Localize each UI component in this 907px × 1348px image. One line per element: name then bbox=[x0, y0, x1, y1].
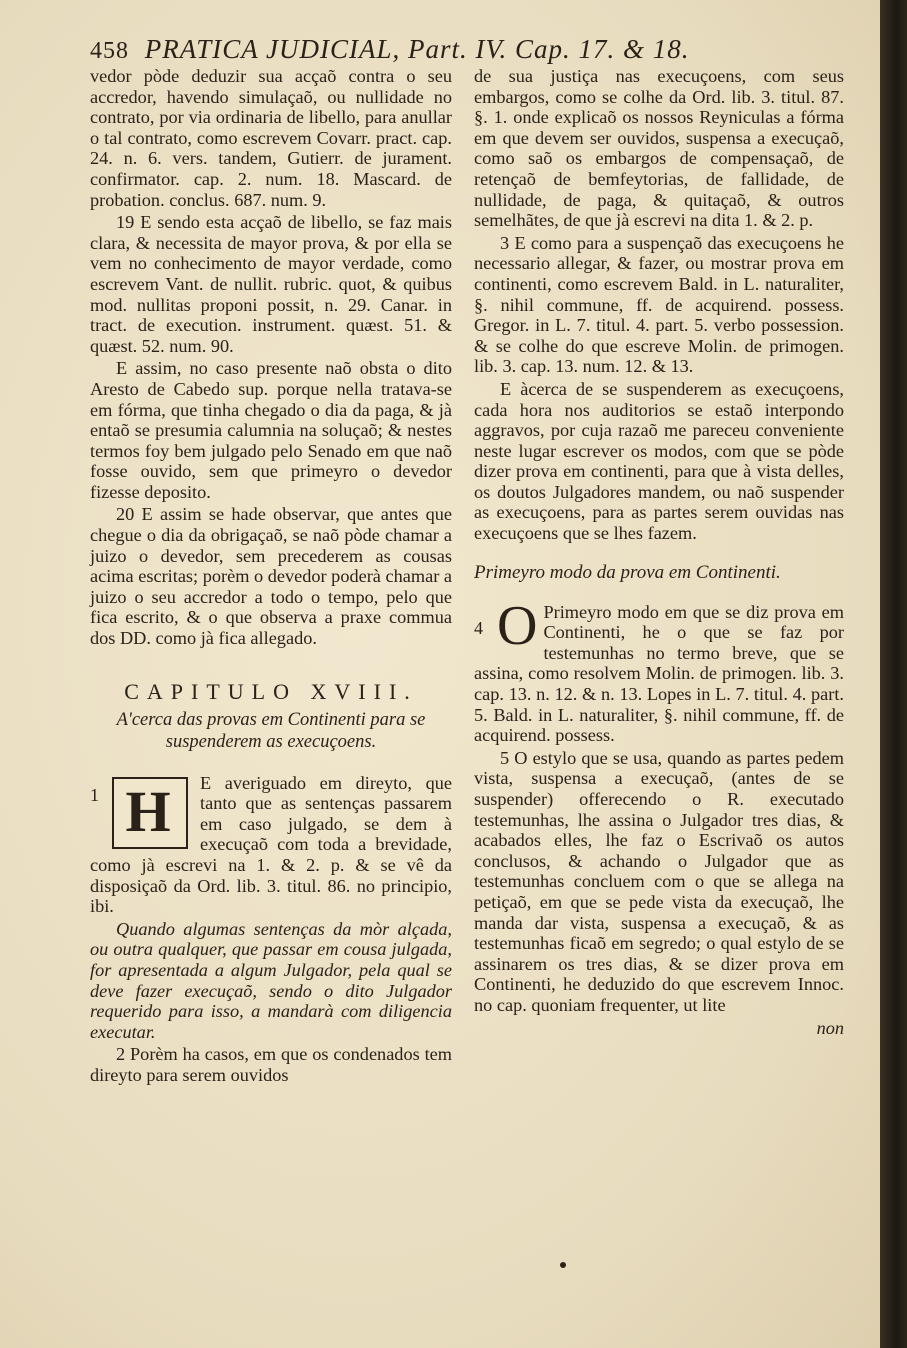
catchword: non bbox=[816, 1017, 844, 1038]
left-column bbox=[90, 66, 452, 1086]
ornamental-initial bbox=[90, 777, 188, 849]
page-header bbox=[90, 34, 850, 70]
paragraph: E averiguado em direyto, que tanto que as sentenças passarem em caso julgado, se dem à execuçaõ com toda a brevidade, como jà escrevi na 1. & 2. p. & se vê da disposiçaõ da Ord. lib. 3. titul. 86. no principio, ibi. bbox=[90, 772, 452, 917]
paragraph: de sua justiça nas execuçoens, com seus embargos, como se colhe da Ord. lib. 3. titul. 87. §. 1. onde explicaõ os nossos Reyniculas a fórma em que devem ser ouvidos, suspensa a execuçaõ, como saõ os embargos de compensaçaõ, de retençaõ de bemfeytorias, de fallidade, de nullidade, de paga, & quitaçaõ, & outros semelhãtes, de que jà escrevi na dita 1. & 2. p. bbox=[474, 66, 844, 231]
paragraph: 3 E como para a suspençaõ das execuçoens he necessario allegar, & fazer, ou mostrar prova em continenti, como escrevem Bald. in L. naturaliter, §. nihil commune, ff. de acquirend. possess. Gregor. in L. 7. titul. 4. part. 5. verbo possession. & se colhe do que escreve Molin. de primogen. lib. 3. cap. 13. num. 12. & 13. bbox=[474, 232, 844, 377]
dropcap-paragraph bbox=[90, 773, 452, 917]
paragraph: 19 E sendo esta acçaõ de libello, se faz mais clara, & necessita de mayor prova, & por ella se vem no conhecimento de mayor verdade, como escrevem Vant. de nullit. rubric. quot, & quibus mod. nullitas proponi possit, n. 29. Canar. in tract. de execution. instrument. quæst. 51. & quæst. 52. num. 90. bbox=[90, 212, 452, 356]
paragraph: Primeyro modo em que se diz prova em Continenti, he o que se faz por testemunhas no termo breve, que se assina, como resolvem Molin. de primogen. lib. 3. cap. 13. n. 12. & n. 13. Lopes in L. 7. titul. 4. part. 5. Bald. in L. naturaliter, §. nihil commune, ff. de acquirend. possess. bbox=[474, 601, 844, 746]
chapter-subtitle: A'cerca das provas em Continenti para se suspenderem as execuçoens. bbox=[116, 709, 426, 752]
ink-dot bbox=[560, 1262, 566, 1268]
paragraph: 20 E assim se hade observar, que antes que chegue o dia da obrigaçaõ, se naõ pòde chamar a juizo o devedor, sem precederem as cousas acima escritas; porèm o devedor poderà chamar a juizo o seu accredor a todo o tempo, pelo que fica escrito, & o que observa a praxe commua dos DD. como jà fica allegado. bbox=[90, 504, 452, 649]
quotation: Quando algumas sentenças da mòr alçada, ou outra qualquer, que passar em cousa julgada, for apresentada a algum Julgador, pela qual se deve fazer execuçaõ, sendo o dito Julgador requerido para isso, a mandarà com diligencia executar. bbox=[90, 918, 452, 1042]
dropcap-paragraph bbox=[474, 594, 844, 746]
right-column bbox=[474, 66, 844, 1038]
paragraph: E assim, no caso presente naõ obsta o dito Aresto de Cabedo sup. porque nella tratava-se em fórma, que tinha chegado o dia da paga, & jà entaõ se presumia calumnia na soluçaõ; & nestes termos foy bem julgado pelo Senado em que naõ fosse ouvido, sem que primeyro o devedor fizesse deposito. bbox=[90, 358, 452, 502]
running-title: PRATICA JUDICIAL, Part. IV. Cap. 17. & 18. bbox=[144, 34, 690, 64]
initial-letter: H bbox=[125, 778, 171, 844]
paragraph: vedor pòde deduzir sua acçaõ contra o seu accredor, havendo simulaçaõ, ou nullidade no contrato, por via ordinaria de libello, para anullar o tal contrato, como escrevem Covarr. pract. cap. 24. n. 6. vers. tandem, Gutierr. de jurament. confirmator. cap. 2. num. 18. Mascard. de probation. conclus. 687. num. 9. bbox=[90, 66, 452, 210]
page-number: 458 bbox=[90, 38, 129, 64]
book-edge bbox=[880, 0, 907, 1348]
paragraph-number: 1 bbox=[90, 784, 99, 805]
paragraph-number: 4 bbox=[474, 617, 483, 638]
paragraph: 5 O estylo que se usa, quando as partes pedem vista, suspensa a execuçaõ, (antes de se suspender) offerecendo o R. executado testemunhas, lhe assina o Julgador tres dias, & acabados elles, lhe faz o Escrivaõ os autos conclusos, & achando o Julgador que as testemunhas concluem com o que se allega na petiçaõ, em que se pede vista da execuçaõ, lhe manda dar vista, suspensa a execuçaõ, & as testemunhas ficaõ em segredo; o qual estylo de se assinarem os tres dias, & se dizer prova em Continenti, he deduzido do que escrevem Innoc. no cap. quoniam frequenter, ut lite bbox=[474, 747, 844, 1015]
paragraph: E àcerca de se suspenderem as execuçoens, cada hora nos auditorios se estaõ interpondo aggravos, por cuja razaõ me pareceu conveniente neste lugar escrever os modos, com que se pòde dizer prova em continenti, para que à vista delles, os doutos Julgadores mandem, ou naõ suspender as execuçoens, para as partes serem ouvidas nas execuçoens que se lhes fazem. bbox=[474, 378, 844, 544]
section-heading: Primeyro modo da prova em Continenti. bbox=[474, 561, 781, 583]
initial-letter: O bbox=[497, 594, 538, 657]
chapter-title: CAPITULO XVIII. bbox=[124, 678, 418, 704]
paragraph: 2 Porèm ha casos, em que os condenados tem direyto para serem ouvidos bbox=[90, 1044, 452, 1085]
